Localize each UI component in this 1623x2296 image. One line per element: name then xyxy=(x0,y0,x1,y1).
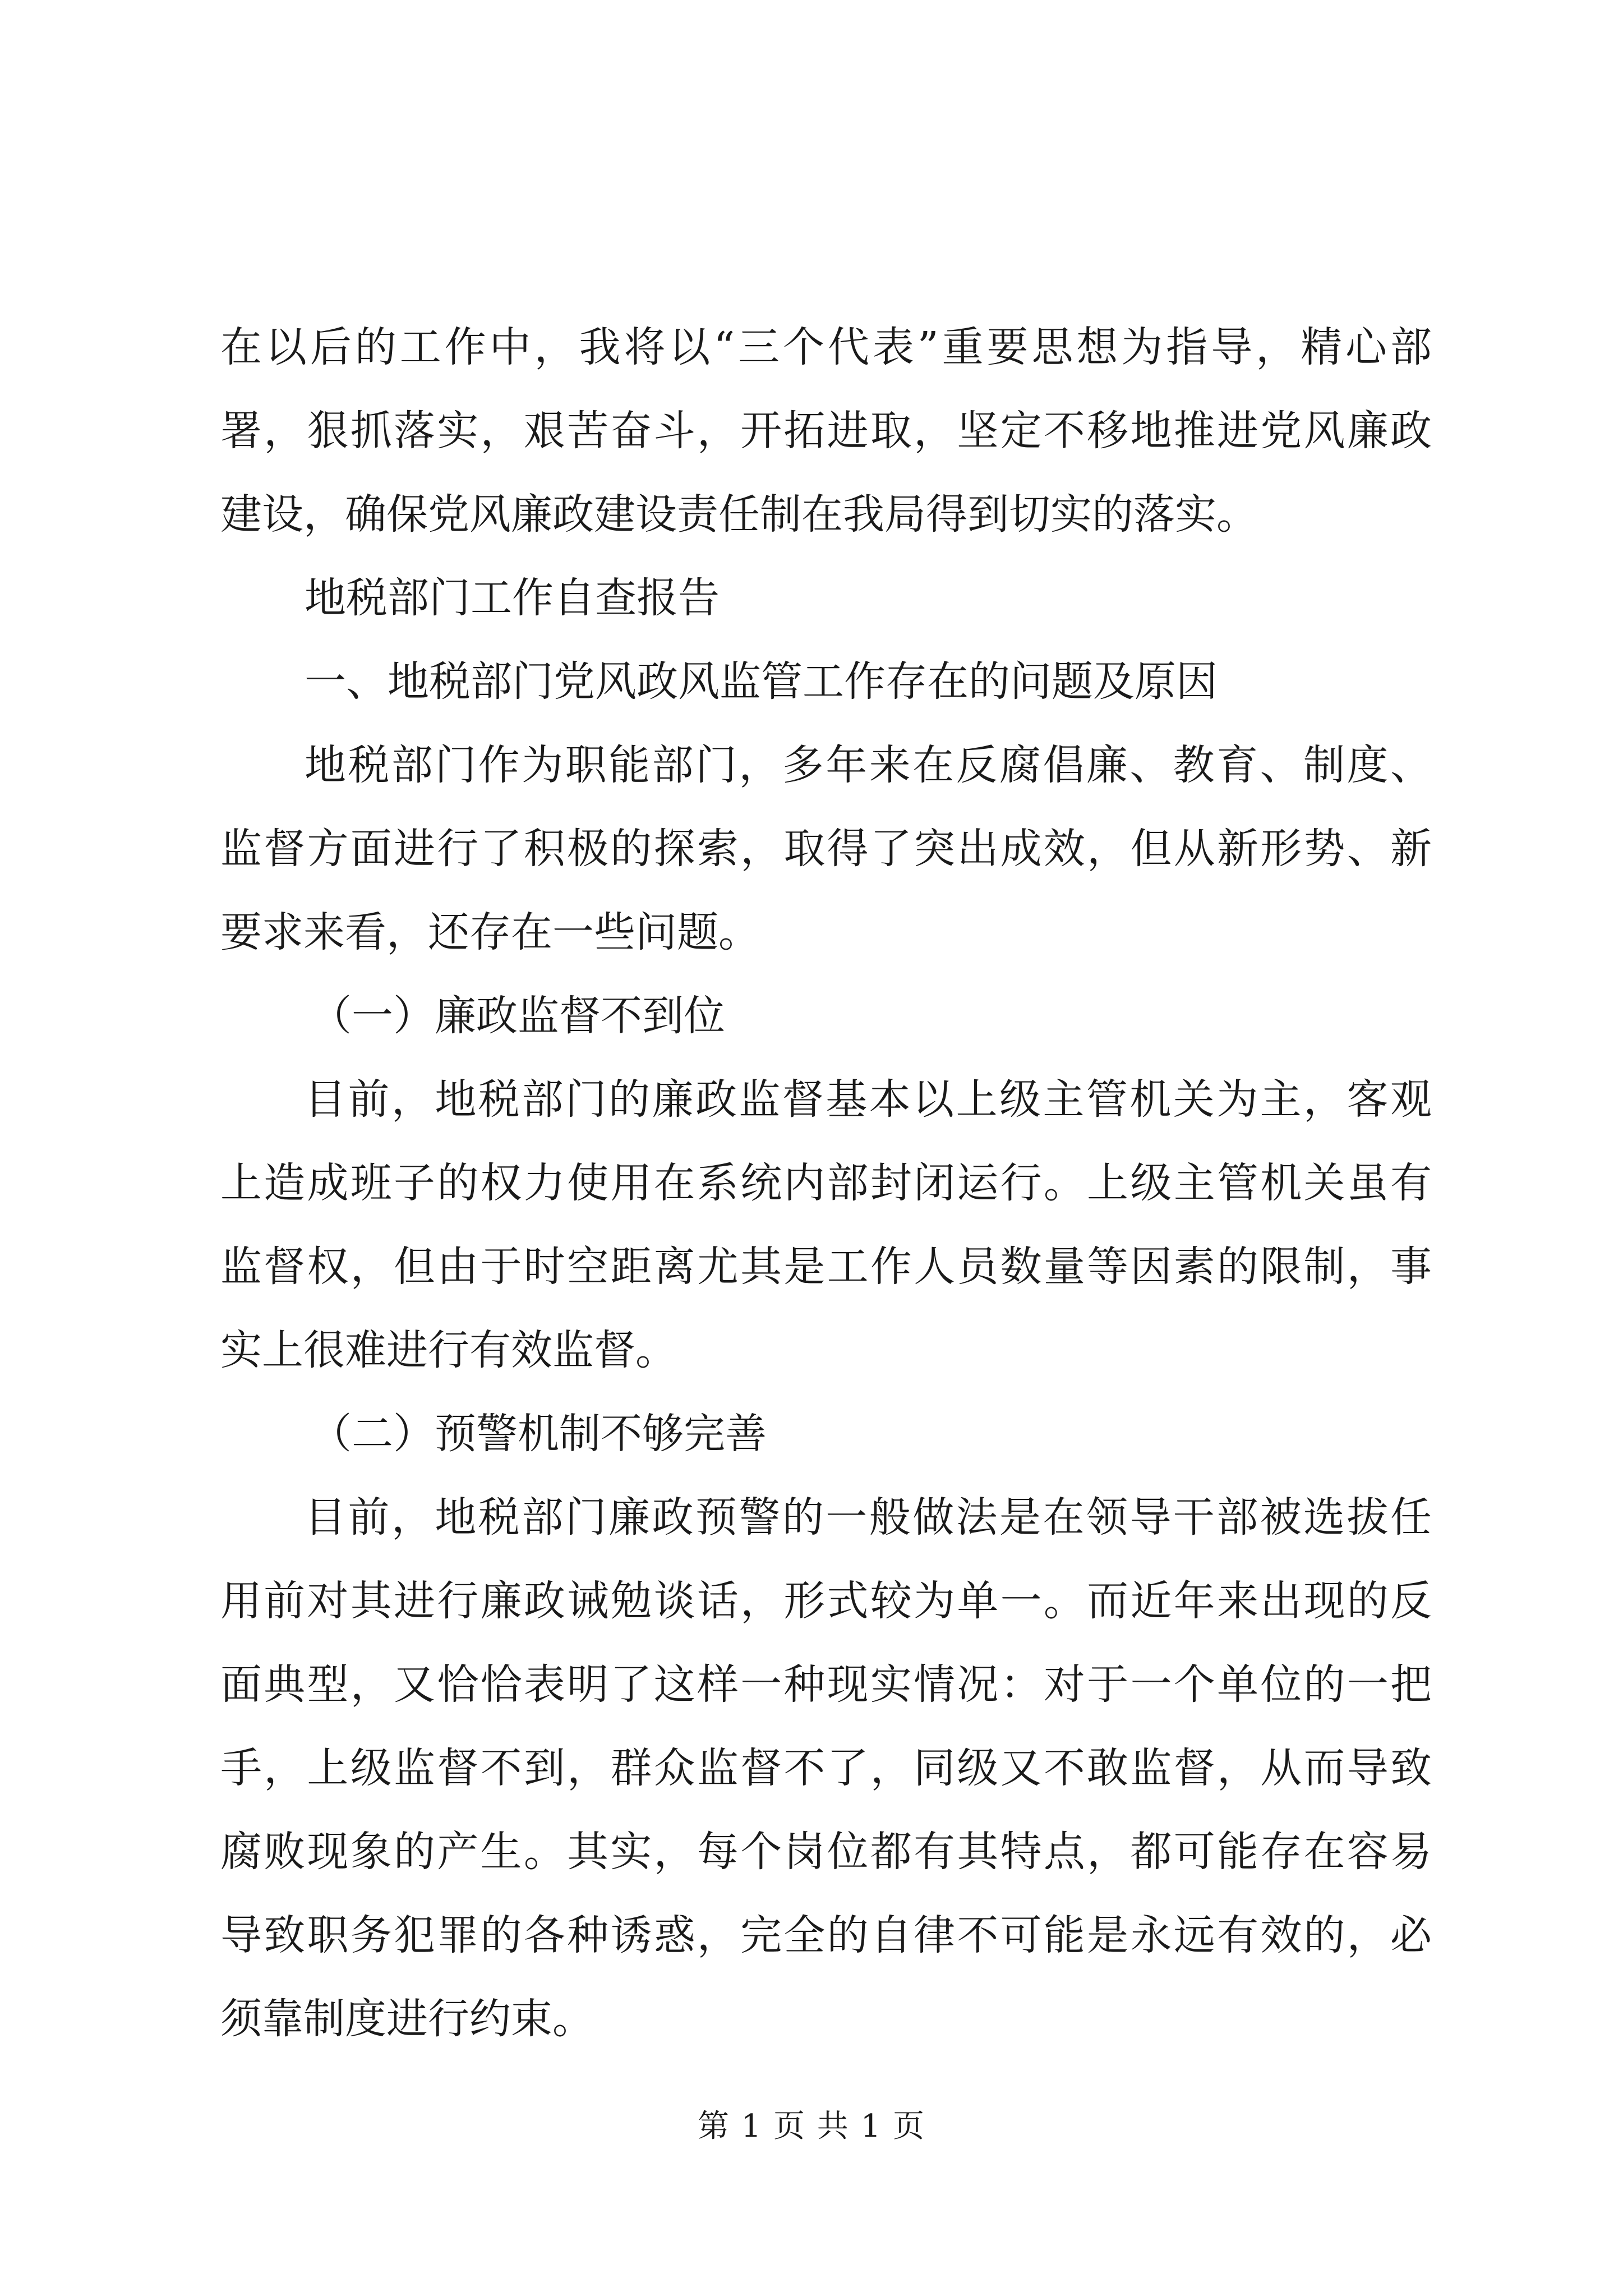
body-line: 目前，地税部门的廉政监督基本以上级主管机关为主，客观 xyxy=(305,1075,1432,1124)
section-heading: 一、地税部门党风政风监管工作存在的问题及原因 xyxy=(305,657,1218,706)
body-line: 目前，地税部门廉政预警的一般做法是在领导干部被选拔任 xyxy=(305,1493,1432,1542)
body-line: 要求来看，还存在一些问题。 xyxy=(220,908,760,956)
body-line: 腐败现象的产生。其实，每个岗位都有其特点，都可能存在容易 xyxy=(220,1828,1432,1876)
body-line: 监督方面进行了积极的探索，取得了突出成效，但从新形势、新 xyxy=(220,825,1432,873)
page-number: 第 1 页 共 1 页 xyxy=(697,2108,926,2145)
body-line: 建设，确保党风廉政建设责任制在我局得到切实的落实。 xyxy=(220,490,1258,539)
body-line: 手，上级监督不到，群众监督不了，同级又不敢监督，从而导致 xyxy=(220,1744,1432,1792)
subsection-heading: （一）廉政监督不到位 xyxy=(310,992,725,1040)
body-line: 实上很难进行有效监督。 xyxy=(220,1326,677,1374)
body-line: 署，狠抓落实，艰苦奋斗，开拓进取，坚定不移地推进党风廉政 xyxy=(220,407,1432,455)
page-footer xyxy=(0,2101,1623,2146)
body-line: 须靠制度进行约束。 xyxy=(220,1995,594,2043)
body-line: 上造成班子的权力使用在系统内部封闭运行。上级主管机关虽有 xyxy=(220,1159,1432,1207)
body-line: 在以后的工作中，我将以“三个代表”重要思想为指导，精心部 xyxy=(220,323,1432,371)
body-line: 用前对其进行廉政诫勉谈话，形式较为单一。而近年来出现的反 xyxy=(220,1577,1432,1625)
body-line: 地税部门作为职能部门，多年来在反腐倡廉、教育、制度、 xyxy=(305,741,1432,789)
body-line: 面典型，又恰恰表明了这样一种现实情况：对于一个单位的一把 xyxy=(220,1660,1432,1709)
body-line: 导致职务犯罪的各种诱惑，完全的自律不可能是永远有效的，必 xyxy=(220,1911,1432,1959)
subsection-heading: （二）预警机制不够完善 xyxy=(310,1410,767,1458)
document-title: 地税部门工作自查报告 xyxy=(305,574,720,622)
body-line: 监督权，但由于时空距离尤其是工作人员数量等因素的限制，事 xyxy=(220,1243,1432,1291)
document-body xyxy=(220,306,1432,2061)
